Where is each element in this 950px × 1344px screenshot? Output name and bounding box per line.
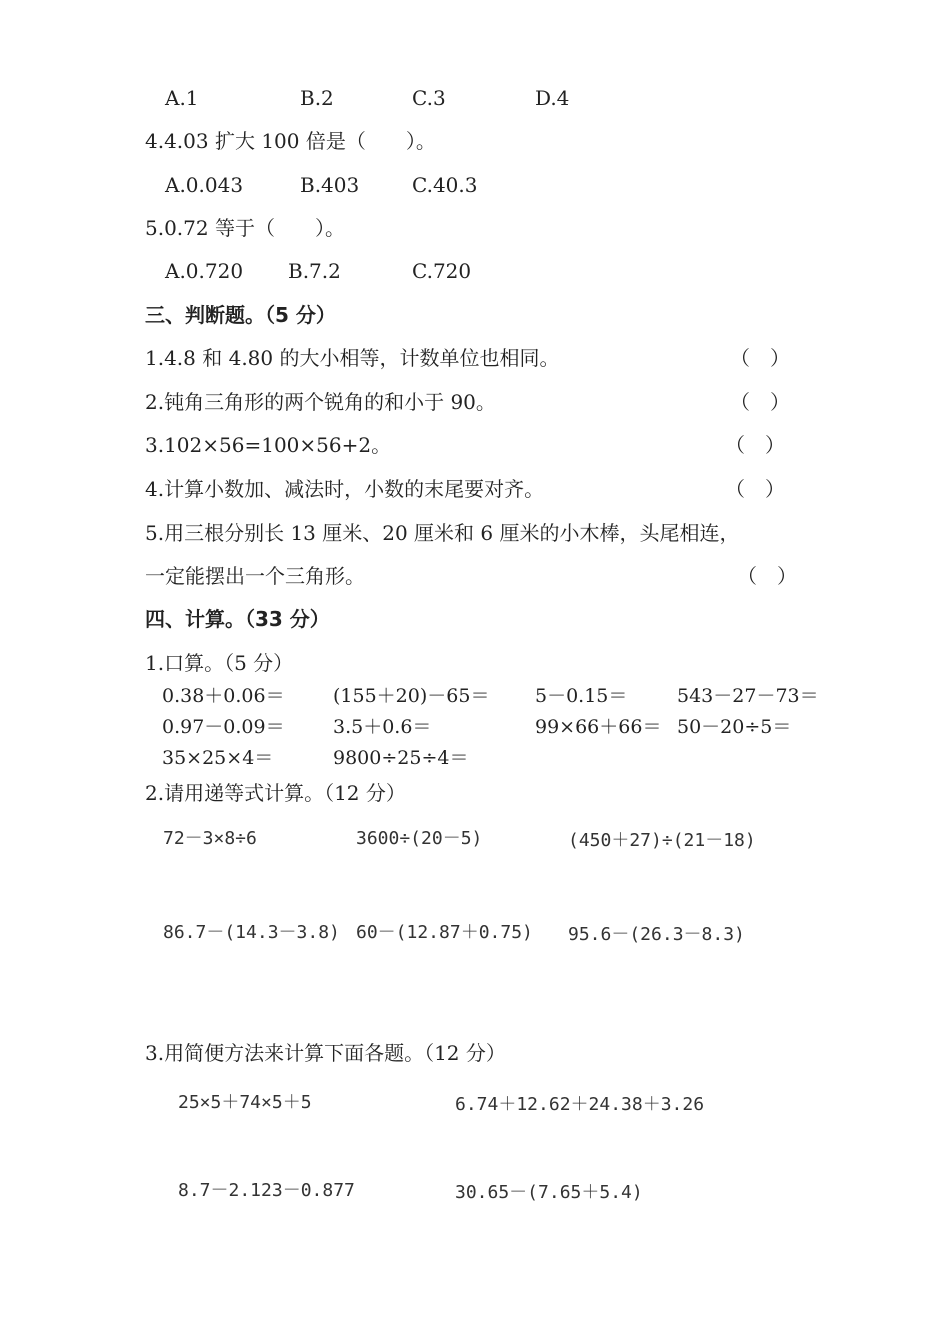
stepwise-problem: 3600÷(20－5) — [356, 828, 483, 849]
q4-option-c: C.40.3 — [412, 173, 478, 197]
q5-question: 5.0.72 等于（ ）。 — [145, 216, 345, 240]
simplify-calc-title: 3.用简便方法来计算下面各题。（12 分） — [145, 1041, 506, 1065]
judge-bracket-4[interactable]: （ ） — [725, 477, 785, 501]
section3-title: 三、判断题。（5 分） — [145, 303, 336, 327]
oral-problem: 0.97－0.09＝ — [162, 716, 285, 738]
q4-option-a: A.0.043 — [165, 173, 244, 197]
judge-item-2: 2.钝角三角形的两个锐角的和小于 90。 — [145, 390, 496, 414]
oral-problem: 0.38＋0.06＝ — [162, 685, 285, 707]
oral-problem: 5－0.15＝ — [535, 685, 628, 707]
oral-problem: 543－27－73＝ — [677, 685, 819, 707]
oral-problem: (155＋20)－65＝ — [333, 685, 490, 707]
judge-bracket-5[interactable]: （ ） — [737, 564, 797, 588]
oral-problem: 9800÷25÷4＝ — [333, 747, 469, 769]
judge-item-5-continuation: 一定能摆出一个三角形。 — [145, 564, 365, 588]
judge-item-4: 4.计算小数加、减法时，小数的末尾要对齐。 — [145, 477, 545, 501]
simplify-problem: 30.65－(7.65＋5.4) — [455, 1182, 643, 1203]
stepwise-problem: 72－3×8÷6 — [163, 828, 257, 849]
judge-bracket-3[interactable]: （ ） — [725, 433, 785, 457]
oral-problem: 3.5＋0.6＝ — [333, 716, 432, 738]
q5-option-b: B.7.2 — [288, 259, 341, 283]
judge-item-5: 5.用三根分别长 13 厘米、20 厘米和 6 厘米的小木棒，头尾相连， — [145, 521, 740, 545]
q4-question: 4.4.03 扩大 100 倍是（ ）。 — [145, 129, 436, 153]
q3-option-d: D.4 — [535, 86, 570, 110]
q4-option-b: B.403 — [300, 173, 360, 197]
simplify-problem: 8.7－2.123－0.877 — [178, 1180, 355, 1201]
q3-option-a: A.1 — [165, 86, 199, 110]
section4-title: 四、计算。（33 分） — [145, 607, 330, 631]
judge-item-3: 3.102×56=100×56+2。 — [145, 433, 392, 457]
stepwise-problem: 86.7－(14.3－3.8) — [163, 922, 340, 943]
q3-option-c: C.3 — [412, 86, 446, 110]
judge-bracket-2[interactable]: （ ） — [730, 390, 790, 414]
oral-problem: 35×25×4＝ — [162, 747, 274, 769]
judge-bracket-1[interactable]: （ ） — [730, 346, 790, 370]
q3-option-b: B.2 — [300, 86, 334, 110]
stepwise-problem: 95.6－(26.3－8.3) — [568, 924, 745, 945]
stepwise-problem: (450＋27)÷(21－18) — [568, 830, 756, 851]
oral-calc-title: 1.口算。（5 分） — [145, 651, 294, 675]
stepwise-calc-title: 2.请用递等式计算。（12 分） — [145, 781, 406, 805]
simplify-problem: 6.74＋12.62＋24.38＋3.26 — [455, 1094, 705, 1115]
oral-problem: 50－20÷5＝ — [677, 716, 792, 738]
oral-problem: 99×66＋66＝ — [535, 716, 662, 738]
q5-option-c: C.720 — [412, 259, 472, 283]
q5-option-a: A.0.720 — [165, 259, 244, 283]
judge-item-1: 1.4.8 和 4.80 的大小相等，计数单位也相同。 — [145, 346, 560, 370]
simplify-problem: 25×5＋74×5＋5 — [178, 1092, 312, 1113]
stepwise-problem: 60－(12.87＋0.75) — [356, 922, 533, 943]
